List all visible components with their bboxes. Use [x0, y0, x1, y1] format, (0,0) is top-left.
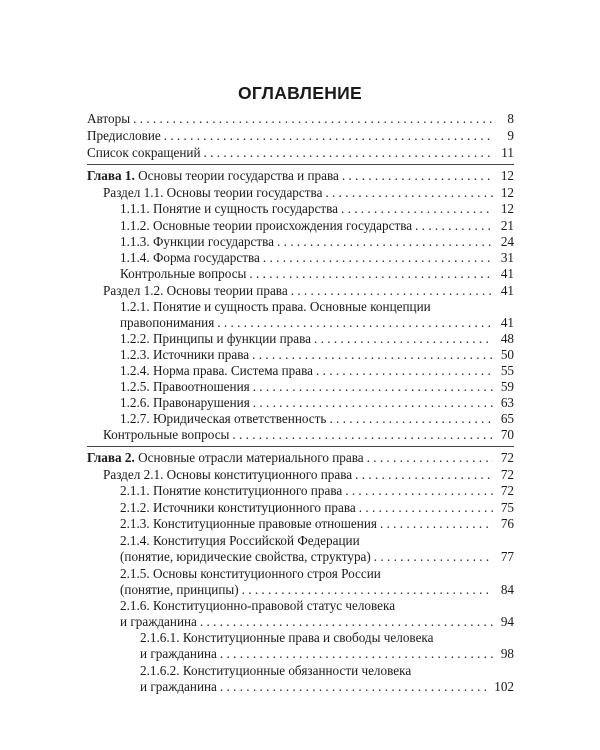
toc-subsection[interactable]	[120, 500, 514, 516]
toc-review-questions[interactable]	[120, 266, 514, 282]
toc-entry-page: 59	[500, 379, 514, 394]
toc-entry-page: 8	[507, 111, 514, 126]
leader-dots	[242, 582, 493, 598]
leader-dots	[232, 427, 493, 443]
toc-subsection-line1[interactable]: 2.1.5. Основы конституционного строя России	[120, 566, 381, 581]
toc-subsection[interactable]	[120, 411, 514, 427]
toc-subsection[interactable]	[120, 516, 514, 532]
toc-subsection[interactable]	[120, 614, 514, 630]
toc-entry-page: 12	[500, 201, 514, 216]
toc-subsection-line1[interactable]: 1.2.1. Понятие и сущность права. Основные концепции	[120, 299, 431, 314]
toc-entry-page: 41	[500, 266, 514, 281]
leader-dots	[415, 218, 493, 234]
leader-dots	[220, 646, 493, 662]
leader-dots	[316, 363, 493, 379]
toc-entry-label: 1.2.5. Правоотношения	[120, 379, 250, 394]
toc-entry-label: 2.1.1. Понятие конституционного права	[120, 483, 343, 498]
toc-entry-label: и гражданина	[120, 614, 197, 629]
leader-dots	[329, 411, 493, 427]
toc-entry-label: Предисловие	[87, 128, 161, 143]
toc-subsection[interactable]	[120, 582, 514, 598]
toc-entry-page: 12	[500, 185, 514, 200]
toc-subsection[interactable]	[120, 250, 514, 266]
leader-dots	[380, 516, 493, 532]
leader-dots	[342, 168, 493, 184]
toc-subsubsection-line1[interactable]: 2.1.6.2. Конституционные обязанности человека	[140, 663, 412, 678]
toc-entry-page: 76	[500, 516, 514, 531]
leader-dots	[204, 145, 493, 161]
toc-entry-label: 1.1.3. Функции государства	[120, 234, 275, 249]
toc-entry-page: 72	[500, 483, 514, 498]
page-title: ОГЛАВЛЕНИЕ	[237, 83, 363, 103]
toc-subsection-line1[interactable]: 2.1.4. Конституция Российской Федерации	[120, 533, 360, 548]
leader-dots	[355, 467, 493, 483]
leader-dots	[277, 234, 493, 250]
leader-dots	[253, 379, 493, 395]
toc-entry-abbreviations[interactable]	[87, 145, 514, 161]
toc-entry-page: 50	[500, 347, 514, 362]
chapter-label	[87, 168, 339, 184]
toc-entry-page: 21	[500, 218, 514, 233]
toc-entry-page: 55	[500, 363, 514, 378]
toc-entry-page: 12	[500, 168, 514, 183]
toc-subsection[interactable]	[120, 379, 514, 395]
leader-dots	[164, 128, 493, 144]
toc-entry-page: 41	[500, 315, 514, 330]
toc-entry-page: 11	[501, 145, 514, 160]
toc-subsection[interactable]	[120, 201, 514, 217]
leader-dots	[314, 331, 493, 347]
toc-section[interactable]	[103, 467, 514, 483]
toc-entry-label: (понятие, юридические свойства, структура)	[120, 549, 371, 564]
toc-subsection[interactable]	[120, 549, 514, 565]
toc-entry-page: 102	[494, 679, 514, 694]
toc-entry-label: и гражданина	[140, 646, 217, 661]
toc-review-questions[interactable]	[103, 427, 514, 443]
chapter-number: Глава 2.	[87, 450, 135, 465]
toc-entry-page: 31	[500, 250, 514, 265]
toc-subsection[interactable]	[120, 315, 514, 331]
chapter-title: Основные отрасли материального права	[134, 450, 364, 465]
leader-dots	[220, 679, 491, 695]
toc-entry-page: 41	[500, 283, 514, 298]
toc-entry-label: Авторы	[87, 111, 131, 126]
leader-dots	[359, 500, 493, 516]
leader-dots	[200, 614, 493, 630]
toc-entry-page: 77	[500, 549, 514, 564]
toc-entry-label: Раздел 1.1. Основы теории государства	[103, 185, 323, 200]
toc-subsection[interactable]	[120, 331, 514, 347]
toc-subsection[interactable]	[120, 234, 514, 250]
leader-dots	[253, 395, 493, 411]
leader-dots	[325, 185, 493, 201]
leader-dots	[341, 201, 493, 217]
leader-dots	[367, 450, 493, 466]
leader-dots	[291, 283, 493, 299]
leader-dots	[249, 266, 493, 282]
toc-entry-label: Раздел 1.2. Основы теории права	[103, 283, 288, 298]
toc-entry-label: и гражданина	[140, 679, 217, 694]
toc-entry-label: Контрольные вопросы	[103, 427, 230, 442]
toc-entry-page: 72	[500, 450, 514, 465]
toc-subsection[interactable]	[120, 395, 514, 411]
toc-subsection[interactable]	[120, 483, 514, 499]
chapter-number: Глава 1.	[87, 168, 135, 183]
toc-entry-label: 2.1.3. Конституционные правовые отношения	[120, 516, 377, 531]
leader-dots	[252, 347, 493, 363]
toc-subsection[interactable]	[120, 363, 514, 379]
toc-entry-page: 94	[500, 614, 514, 629]
toc-entry-page: 48	[500, 331, 514, 346]
toc-chapter-1[interactable]	[87, 168, 514, 184]
toc-entry-authors[interactable]	[87, 111, 514, 127]
leader-dots	[217, 315, 493, 331]
leader-dots	[263, 250, 493, 266]
toc-entry-label: 1.1.4. Форма государства	[120, 250, 260, 265]
toc-entry-preface[interactable]	[87, 128, 514, 144]
section-divider	[87, 164, 514, 165]
toc-entry-label: Контрольные вопросы	[120, 266, 247, 281]
toc-entry-label: (понятие, принципы)	[120, 582, 239, 597]
toc-entry-label: 1.1.2. Основные теории происхождения государства	[120, 218, 413, 233]
leader-dots	[133, 111, 493, 127]
leader-dots	[374, 549, 493, 565]
toc-entry-label: Раздел 2.1. Основы конституционного права	[103, 467, 353, 482]
chapter-label	[87, 450, 364, 466]
toc-entry-label: 2.1.2. Источники конституционного права	[120, 500, 356, 515]
toc-entry-page: 24	[500, 234, 514, 249]
toc-section[interactable]	[103, 283, 514, 299]
toc-entry-page: 84	[500, 582, 514, 597]
toc-entry-label: 1.2.7. Юридическая ответственность	[120, 411, 327, 426]
toc-subsubsection[interactable]	[140, 646, 514, 662]
toc-entry-label: 1.2.6. Правонарушения	[120, 395, 250, 410]
section-divider	[87, 446, 514, 447]
toc-entry-page: 75	[500, 500, 514, 515]
toc-entry-page: 65	[500, 411, 514, 426]
toc-entry-page: 70	[500, 427, 514, 442]
toc-entry-label: 1.2.4. Норма права. Система права	[120, 363, 314, 378]
toc-chapter-2[interactable]	[87, 450, 514, 466]
toc-entry-label: 1.2.2. Принципы и функции права	[120, 331, 312, 346]
toc-subsubsection-line1[interactable]: 2.1.6.1. Конституционные права и свободы человека	[140, 630, 434, 645]
toc-section[interactable]	[103, 185, 514, 201]
toc-subsection[interactable]	[120, 347, 514, 363]
leader-dots	[345, 483, 493, 499]
toc-subsection[interactable]	[120, 218, 514, 234]
toc-entry-page: 9	[507, 128, 514, 143]
toc-entry-label: 1.2.3. Источники права	[120, 347, 250, 362]
toc-entry-label: правопонимания	[120, 315, 215, 330]
toc-entry-page: 72	[500, 467, 514, 482]
chapter-title: Основы теории государства и права	[134, 168, 339, 183]
toc-entry-page: 98	[500, 646, 514, 661]
toc-entry-page: 63	[500, 395, 514, 410]
toc-entry-label: Список сокращений	[87, 145, 201, 160]
toc-subsubsection[interactable]	[140, 679, 514, 695]
toc-entry-label: 1.1.1. Понятие и сущность государства	[120, 201, 338, 216]
toc-subsection-line1[interactable]: 2.1.6. Конституционно-правовой статус человека	[120, 598, 396, 613]
